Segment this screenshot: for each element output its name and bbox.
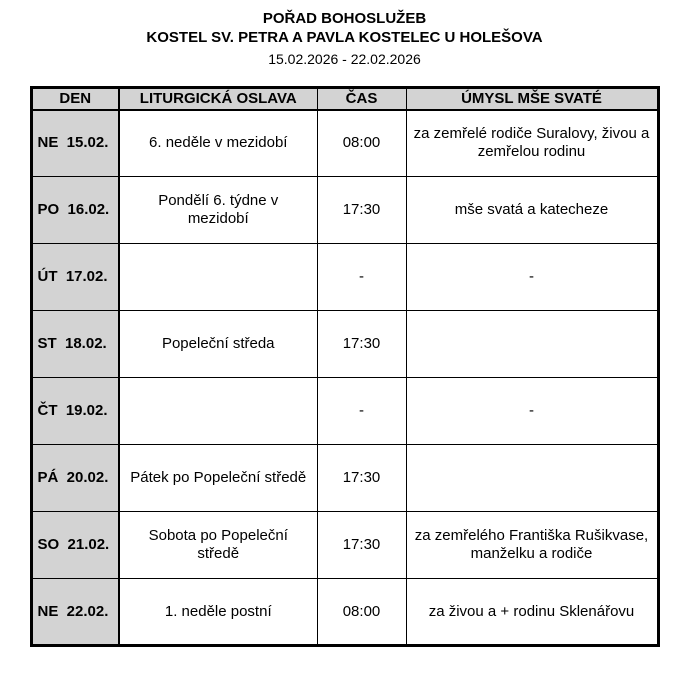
schedule-row xyxy=(31,177,658,244)
celebration-cell: Sobota po Popeleční středě xyxy=(119,512,317,579)
intention-cell: za živou a + rodinu Sklenářovu xyxy=(406,579,658,646)
intention-cell xyxy=(406,445,658,512)
celebration-cell xyxy=(119,244,317,311)
day-cell: ÚT 17.02. xyxy=(31,244,119,311)
celebration-cell: Pondělí 6. týdne v mezidobí xyxy=(119,177,317,244)
intention-cell xyxy=(406,311,658,378)
schedule-row xyxy=(31,512,658,579)
schedule-table-head xyxy=(31,88,658,110)
schedule-body xyxy=(31,110,658,646)
time-cell: 17:30 xyxy=(317,311,406,378)
document-title: POŘAD BOHOSLUŽEB xyxy=(262,10,427,27)
document-header xyxy=(0,0,689,69)
time-cell: - xyxy=(317,378,406,445)
time-cell: 08:00 xyxy=(317,579,406,646)
intention-cell: za zemřelé rodiče Suralovy, živou a zemřelou rodinu xyxy=(406,110,658,177)
time-cell: 08:00 xyxy=(317,110,406,177)
time-cell: 17:30 xyxy=(317,445,406,512)
column-header-time: ČAS xyxy=(317,88,406,110)
day-cell: PO 16.02. xyxy=(31,177,119,244)
document-subtitle: KOSTEL SV. PETRA A PAVLA KOSTELEC U HOLEŠOVA xyxy=(146,29,543,46)
celebration-cell: Popeleční středa xyxy=(119,311,317,378)
schedule-row xyxy=(31,445,658,512)
intention-cell: - xyxy=(406,378,658,445)
day-cell: PÁ 20.02. xyxy=(31,445,119,512)
day-cell: NE 15.02. xyxy=(31,110,119,177)
header-row xyxy=(31,88,658,110)
day-cell: ČT 19.02. xyxy=(31,378,119,445)
column-header-celebration: LITURGICKÁ OSLAVA xyxy=(119,88,317,110)
celebration-cell: 6. neděle v mezidobí xyxy=(119,110,317,177)
schedule-row xyxy=(31,244,658,311)
schedule-row xyxy=(31,378,658,445)
time-cell: - xyxy=(317,244,406,311)
column-header-day: DEN xyxy=(31,88,119,110)
time-cell: 17:30 xyxy=(317,512,406,579)
day-cell: SO 21.02. xyxy=(31,512,119,579)
celebration-cell: Pátek po Popeleční středě xyxy=(119,445,317,512)
schedule-row xyxy=(31,311,658,378)
column-header-intention: ÚMYSL MŠE SVATÉ xyxy=(406,88,658,110)
celebration-cell xyxy=(119,378,317,445)
schedule-row xyxy=(31,579,658,646)
schedule-row xyxy=(31,110,658,177)
time-cell: 17:30 xyxy=(317,177,406,244)
celebration-cell: 1. neděle postní xyxy=(119,579,317,646)
intention-cell: za zemřelého Františka Rušikvase, manželku a rodiče xyxy=(406,512,658,579)
day-cell: NE 22.02. xyxy=(31,579,119,646)
intention-cell: mše svatá a katecheze xyxy=(406,177,658,244)
intention-cell: - xyxy=(406,244,658,311)
schedule-table xyxy=(30,86,660,647)
day-cell: ST 18.02. xyxy=(31,311,119,378)
date-range: 15.02.2026 - 22.02.2026 xyxy=(268,51,421,67)
